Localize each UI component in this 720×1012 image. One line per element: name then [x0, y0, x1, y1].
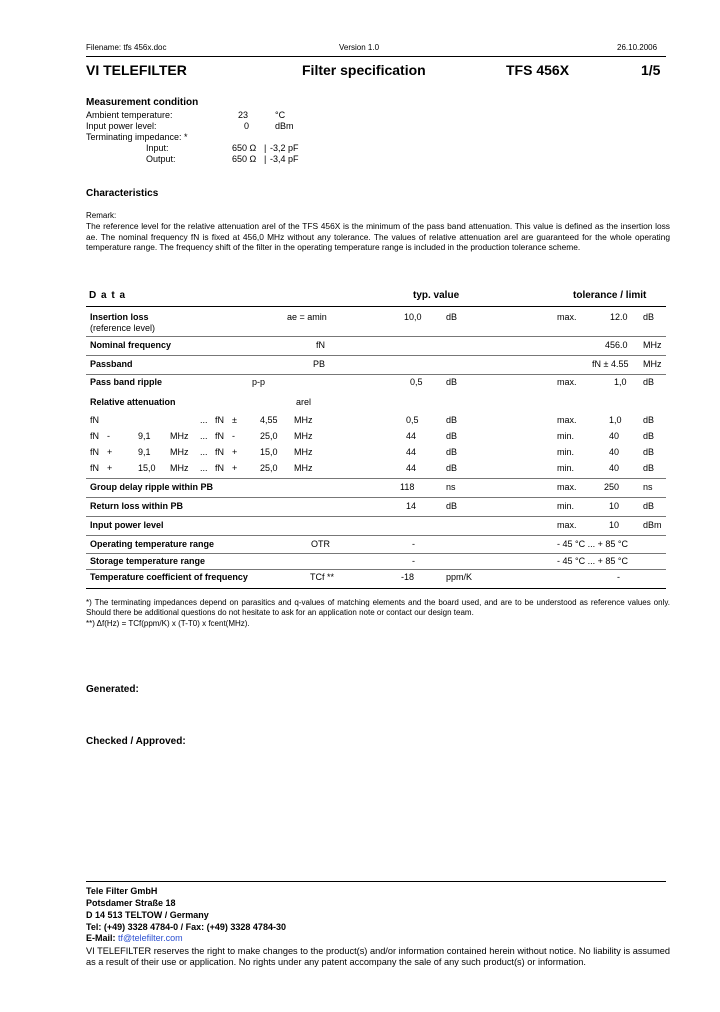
relatt-unit: dB — [446, 415, 458, 425]
power-value: 0 — [244, 121, 250, 131]
output-label: Output: — [146, 154, 176, 164]
company-name: VI TELEFILTER — [86, 62, 187, 78]
delay-limit-type: max. — [557, 482, 577, 492]
delay-unit: ns — [446, 482, 456, 492]
delay-limit: 250 — [604, 482, 620, 492]
row-rule — [86, 553, 666, 554]
relatt-limv: 1,0 — [609, 415, 622, 425]
remark-text: The reference level for the relative attenuation arel of the TFS 456X is the minimum of the pass band attenuation. This value is defined as the insertion loss ae. The nominal frequency fN is fixed at 456,0 MHz without any tolerance. The values of relative attenuation arel are guaranteed for the whole operating temperature range. The frequency shift of the filter in the operating temperature range is included in the production tolerance scheme. — [86, 221, 670, 252]
ambient-value: 23 — [238, 110, 249, 120]
ripple-symbol: p-p — [252, 377, 266, 387]
row-rule — [86, 516, 666, 517]
relatt-a: fN — [90, 431, 99, 441]
relatt-lim: min. — [557, 447, 575, 457]
ripple-limit: 1,0 — [614, 377, 627, 387]
relatt-b: fN — [215, 447, 224, 457]
insertion-limit-unit: dB — [643, 312, 655, 322]
relatt-unit: dB — [446, 431, 458, 441]
relatt-op2: + — [232, 463, 238, 473]
nominal-limit-unit: MHz — [643, 340, 662, 350]
relatt-u2: MHz — [294, 463, 313, 473]
footnote-impedance: *) The terminating impedances depend on parasitics and q-values of matching elements and the board used, and are to be understood as reference values only. Should there be additional questions do not hesitate to ask for an application note or contact our design team. — [86, 598, 670, 617]
footer-rule — [86, 881, 666, 882]
relatt-v2: 4,55 — [260, 415, 278, 425]
table-bottom-rule — [86, 588, 666, 589]
return-unit: dB — [446, 501, 458, 511]
return-limit-type: min. — [557, 501, 575, 511]
input-impedance: 650 Ω — [232, 143, 257, 153]
inpower-limit-type: max. — [557, 520, 577, 530]
relatt-u2: MHz — [294, 447, 313, 457]
relatt-limv: 40 — [609, 463, 620, 473]
row-rule — [86, 535, 666, 536]
footer-company: Tele Filter GmbH — [86, 886, 158, 896]
relatt-v1: 9,1 — [138, 431, 151, 441]
table-row-nominal — [0, 340, 720, 353]
relatt-dots: ... — [200, 463, 208, 473]
inpower-limit: 10 — [609, 520, 620, 530]
insertion-label: Insertion loss — [90, 312, 149, 322]
generated-label: Generated: — [86, 684, 139, 695]
table-row-relatt — [0, 397, 720, 410]
page-number: 1/5 — [641, 62, 661, 78]
relatt-typ: 44 — [406, 463, 417, 473]
relatt-limu: dB — [643, 431, 655, 441]
delay-label: Group delay ripple within PB — [90, 482, 214, 492]
insertion-sublabel: (reference level) — [90, 323, 156, 333]
relatt-limu: dB — [643, 447, 655, 457]
delay-limit-unit: ns — [643, 482, 653, 492]
delay-typ: 118 — [400, 482, 415, 492]
remark-label: Remark: — [86, 211, 117, 220]
ambient-unit: °C — [275, 110, 286, 120]
relatt-u2: MHz — [294, 431, 313, 441]
relatt-v2: 25,0 — [260, 431, 278, 441]
characteristics-heading: Characteristics — [86, 188, 159, 199]
tcf-limit: - — [617, 572, 620, 582]
relatt-row — [0, 463, 720, 476]
relatt-lim: min. — [557, 431, 575, 441]
row-rule — [86, 374, 666, 375]
optemp-label: Operating temperature range — [90, 539, 215, 549]
relatt-dots: ... — [200, 431, 208, 441]
insertion-unit: dB — [446, 312, 458, 322]
stemp-typ: - — [412, 556, 415, 566]
output-capacitance: -3,4 pF — [270, 154, 299, 164]
table-top-rule — [86, 306, 666, 307]
passband-limit-unit: MHz — [643, 359, 662, 369]
power-unit: dBm — [275, 121, 294, 131]
checked-label: Checked / Approved: — [86, 736, 186, 747]
tcf-typ: -18 — [401, 572, 415, 582]
table-row-inpower — [0, 520, 720, 533]
table-row-tcf — [0, 572, 720, 585]
impedance-label: Terminating impedance: * — [86, 132, 188, 142]
relatt-b: fN — [215, 431, 224, 441]
footer-email-line — [86, 933, 183, 943]
insertion-typ: 10,0 — [404, 312, 422, 322]
relatt-lim: min. — [557, 463, 575, 473]
relatt-v1: 15,0 — [138, 463, 156, 473]
relatt-op2: + — [232, 447, 238, 457]
tcf-label: Temperature coefficient of frequency — [90, 572, 248, 582]
version: Version 1.0 — [339, 43, 380, 52]
relatt-unit: dB — [446, 463, 458, 473]
relatt-b: fN — [215, 463, 224, 473]
optemp-typ: - — [412, 539, 415, 549]
row-rule — [86, 355, 666, 356]
relatt-row — [0, 415, 720, 428]
relatt-dots: ... — [200, 415, 208, 425]
relatt-limu: dB — [643, 415, 655, 425]
relatt-unit: dB — [446, 447, 458, 457]
insertion-symbol: ae = amin — [287, 312, 327, 322]
relatt-a: fN — [90, 463, 99, 473]
relatt-lim: max. — [557, 415, 577, 425]
relatt-a: fN — [90, 447, 99, 457]
inpower-label: Input power level — [90, 520, 164, 530]
relatt-b: fN — [215, 415, 224, 425]
insertion-limit-type: max. — [557, 312, 577, 322]
footer-tel: Tel: (+49) 3328 4784-0 / Fax: (+49) 3328 4784-30 — [86, 922, 286, 932]
ripple-label: Pass band ripple — [90, 377, 163, 387]
passband-label: Passband — [90, 359, 133, 369]
relatt-op1: + — [107, 447, 113, 457]
table-row-passband — [0, 359, 720, 372]
relatt-v2: 25,0 — [260, 463, 278, 473]
relatt-limu: dB — [643, 463, 655, 473]
ripple-unit: dB — [446, 377, 458, 387]
header-rule — [86, 56, 666, 57]
inpower-limit-unit: dBm — [643, 520, 662, 530]
stemp-label: Storage temperature range — [90, 556, 206, 566]
relatt-a: fN — [90, 415, 99, 425]
ripple-typ: 0,5 — [410, 377, 423, 387]
row-rule — [86, 569, 666, 570]
relatt-v1: 9,1 — [138, 447, 151, 457]
input-capacitance: -3,2 pF — [270, 143, 299, 153]
footer-street: Potsdamer Straße 18 — [86, 898, 176, 908]
ambient-label: Ambient temperature: — [86, 110, 173, 120]
ripple-limit-type: max. — [557, 377, 577, 387]
relatt-u1: MHz — [170, 431, 189, 441]
relatt-u1: MHz — [170, 463, 189, 473]
relatt-op1: + — [107, 463, 113, 473]
stemp-limit: - 45 °C ... + 85 °C — [557, 556, 628, 566]
table-row-delay — [0, 482, 720, 495]
relatt-row — [0, 447, 720, 460]
filename: Filename: tfs 456x.doc — [86, 43, 167, 52]
power-label: Input power level: — [86, 121, 157, 131]
relatt-u1: MHz — [170, 447, 189, 457]
output-impedance: 650 Ω — [232, 154, 257, 164]
table-row-return — [0, 501, 720, 514]
footnote-tcf: **) Δf(Hz) = TCf(ppm/K) x (T-T0) x fcent(MHz). — [86, 619, 250, 628]
optemp-limit: - 45 °C ... + 85 °C — [557, 539, 628, 549]
relatt-op2: ± — [232, 415, 237, 425]
input-label: Input: — [146, 143, 169, 153]
passband-symbol: PB — [313, 359, 326, 369]
relatt-op2: - — [232, 431, 235, 441]
relatt-typ: 44 — [406, 447, 417, 457]
return-limit-unit: dB — [643, 501, 655, 511]
relatt-limv: 40 — [609, 447, 620, 457]
ripple-limit-unit: dB — [643, 377, 655, 387]
input-separator: | — [264, 143, 267, 153]
table-row-ripple — [0, 377, 720, 390]
document-title: Filter specification — [302, 62, 426, 78]
table-row-stemp — [0, 556, 720, 569]
insertion-limit: 12.0 — [610, 312, 628, 322]
col-typ-value: typ. value — [413, 290, 460, 301]
relatt-op1: - — [107, 431, 110, 441]
table-row-optemp — [0, 539, 720, 552]
product-code: TFS 456X — [506, 62, 570, 78]
return-label: Return loss within PB — [90, 501, 184, 511]
footer-city: D 14 513 TELTOW / Germany — [86, 910, 209, 920]
relatt-symbol: arel — [296, 397, 312, 407]
return-typ: 14 — [406, 501, 417, 511]
nominal-label: Nominal frequency — [90, 340, 172, 350]
measurement-heading: Measurement condition — [86, 97, 199, 108]
relatt-u2: MHz — [294, 415, 313, 425]
tcf-unit: ppm/K — [446, 572, 473, 582]
relatt-typ: 44 — [406, 431, 417, 441]
tcf-symbol: TCf ** — [310, 572, 335, 582]
row-rule — [86, 497, 666, 498]
relatt-typ: 0,5 — [406, 415, 419, 425]
relatt-limv: 40 — [609, 431, 620, 441]
row-rule — [86, 336, 666, 337]
relatt-dots: ... — [200, 447, 208, 457]
output-separator: | — [264, 154, 267, 164]
footer-email-link[interactable]: tf@telefilter.com — [118, 933, 183, 943]
col-tolerance: tolerance / limit — [573, 290, 647, 301]
relatt-v2: 15,0 — [260, 447, 278, 457]
nominal-limit: 456.0 — [605, 340, 628, 350]
nominal-symbol: fN — [316, 340, 325, 350]
footer-email-label: E-Mail: — [86, 933, 119, 943]
document-date: 26.10.2006 — [617, 43, 658, 52]
passband-limit: fN ± 4.55 — [592, 359, 629, 369]
relatt-label: Relative attenuation — [90, 397, 176, 407]
optemp-symbol: OTR — [311, 539, 330, 549]
row-rule — [86, 478, 666, 479]
relatt-row — [0, 431, 720, 444]
return-limit: 10 — [609, 501, 620, 511]
footer-disclaimer: VI TELEFILTER reserves the right to make changes to the product(s) and/or information contained herein without notice. No liability is assumed as a result of their use or application. No rights under any patent accompany the sale of any such product(s) or information. — [86, 946, 670, 967]
col-data: D a t a — [89, 290, 127, 301]
